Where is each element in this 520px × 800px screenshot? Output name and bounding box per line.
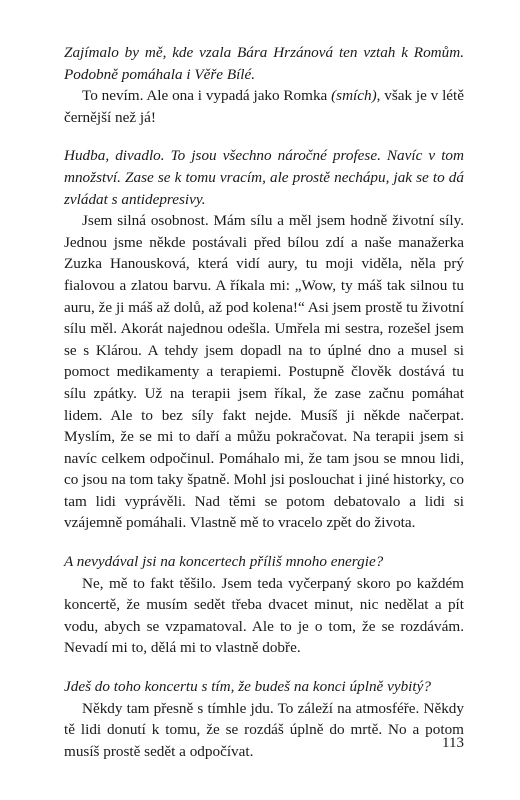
interview-answer [64, 85, 464, 128]
interview-answer: Ne, mě to fakt těšilo. Jsem teda vyčerpaný skoro po každém koncertě, že musím sedět třeba dvacet minut, nic nedělat a pít vodu, abych se vzpamatoval. Ale to je o tom, že se rozdávám. Nevadí mi to, dělá mi to vlastně dobře. [64, 574, 464, 657]
page-number: 113 [442, 735, 464, 751]
answer-text: To nevím. Ale ona i vypadá jako Romka [82, 87, 332, 105]
laugh-note: (smích) [331, 87, 377, 105]
answer-text-end: , však je v létě černější než já! [64, 87, 464, 126]
interview-answer: Jsem silná osobnost. Mám sílu a měl jsem hodně životní síly. Jednou jsme někde postávali před bílou zdí a naše manažerka Zuzka Hanousková, která vidí aury, tu moji viděla, něla prý fialovou a zlatou barvu. A říkala mi: „Wow, ty máš tak silnou tu auru, že ji máš až dolů, až pod kolena!“ Asi jsem prostě tu životní sílu měl. Akorát najednou odešla. Umřela mi sestra, rozešel jsem se s Klárou. A tehdy jsem dopadl na to úplné dno a musel si pomoct medikamenty a terapiemi. Postupně člověk dostává tu sílu zpátky. Už na terapii jsem říkal, že zase začnu pomáhat lidem. Ale to bez síly fakt nejde. Musíš ji někde načerpat. Myslím, že se mi to daří a můžu pokračovat. Na terapii jsem si navíc celkem odpočinul. Pomáhalo mi, že tam jsou se mnou lidi, co jsou na tom taky špatně. Mohl jsi poslouchat i jiné historky, co tam lidi vyprávěli. Nad těmi se potom debatovalo a lidi si vzájemně pomáhali. Vlastně mě to vracelo zpět do života. [64, 212, 464, 532]
interview-question: Hudba, divadlo. To jsou všechno náročné profese. Navíc v tom množství. Zase se k tomu vracím, ale prostě nechápu, jak se to dá zvládat s antidepresivy. [64, 147, 464, 208]
interview-answer: Někdy tam přesně s tímhle jdu. To záleží na atmosféře. Někdy tě lidi donutí k tomu, že se rozdáš úplně do mrtě. No a potom musíš prostě sedět a odpočívat. [64, 699, 464, 760]
interview-question: A nevydával jsi na koncertech příliš mnoho energie? [64, 553, 384, 571]
interview-question: Zajímalo by mě, kde vzala Bára Hrzánová ten vztah k Romům. Podobně pomáhala i Věře Bílé. [64, 44, 464, 83]
interview-question: Jdeš do toho koncertu s tím, že budeš na konci úplně vybitý? [64, 678, 431, 696]
page-body [64, 42, 464, 762]
